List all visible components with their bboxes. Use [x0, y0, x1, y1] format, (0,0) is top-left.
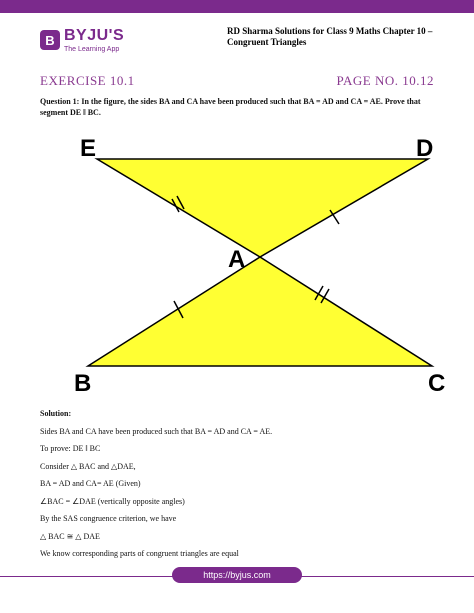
- document-title-line-2: Congruent Triangles: [227, 37, 307, 47]
- top-accent-bar: [0, 0, 474, 13]
- triangle-abc: [88, 257, 432, 366]
- triangle-ade: [97, 159, 428, 257]
- byjus-logo-mark: B: [40, 30, 60, 50]
- question-line-1: Question 1: In the figure, the sides BA and CA have been produced such that BA = AD and CA = AE. Prove that: [40, 97, 421, 106]
- solution-line: To prove: DE ‖ BC: [40, 444, 101, 453]
- solution-line: Consider △ BAC and △DAE,: [40, 461, 136, 471]
- question-text: [40, 96, 436, 118]
- page-number-label: PAGE NO. 10.12: [336, 73, 434, 88]
- question-line-2: segment DE ‖ BC.: [40, 108, 101, 117]
- solution-line: Sides BA and CA have been produced such that BA = AD and CA = AE.: [40, 426, 273, 436]
- solution-line: By the SAS congruence criterion, we have: [40, 514, 177, 523]
- solution-line: BA = AD and CA= AE (Given): [40, 479, 141, 488]
- brand-tagline: The Learning App: [64, 46, 120, 53]
- byjus-logo[interactable]: [40, 27, 124, 53]
- congruent-triangles-figure: [40, 128, 446, 398]
- solution-heading: Solution:: [40, 409, 72, 418]
- footer-url-link[interactable]: https://byjus.com: [172, 567, 302, 583]
- label-b: B: [74, 370, 92, 397]
- solution-section: [40, 408, 440, 566]
- solution-line: ∠BAC = ∠DAE (vertically opposite angles): [40, 496, 185, 506]
- solution-line: △ BAC ≅ △ DAE: [40, 531, 100, 541]
- solution-line: We know corresponding parts of congruent triangles are equal: [40, 549, 239, 558]
- label-d: D: [416, 135, 434, 162]
- label-a: A: [228, 246, 246, 273]
- document-title: [227, 26, 457, 48]
- exercise-label: EXERCISE 10.1: [40, 73, 135, 88]
- label-c: C: [428, 370, 446, 397]
- label-e: E: [80, 135, 97, 162]
- brand-name: BYJU'S: [64, 27, 125, 44]
- document-title-line-1: RD Sharma Solutions for Class 9 Maths Chapter 10 –: [227, 26, 433, 36]
